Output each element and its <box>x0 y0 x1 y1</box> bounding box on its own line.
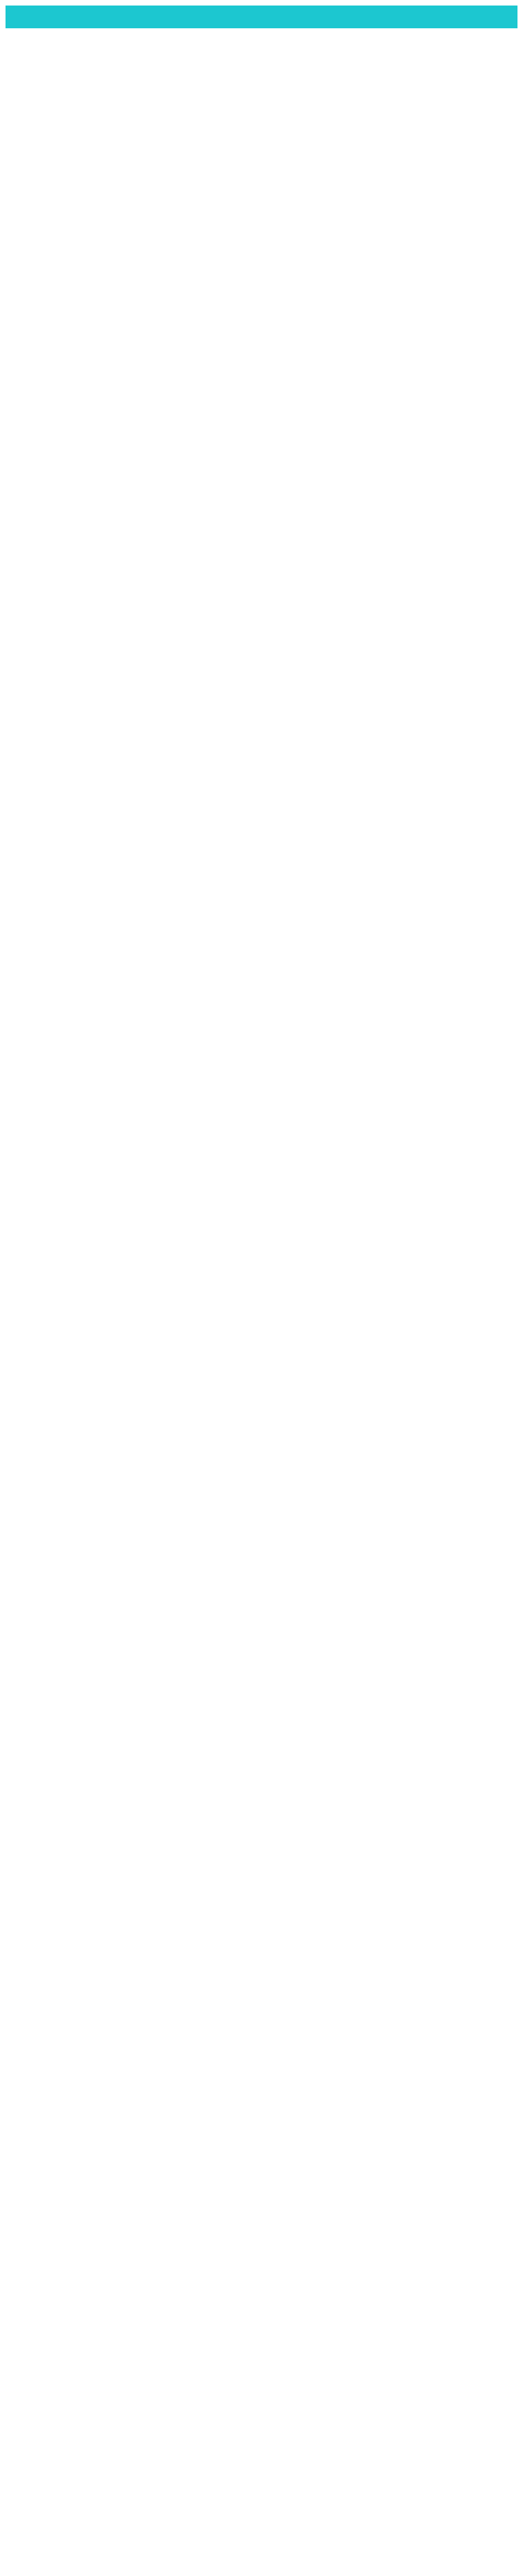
document-page <box>0 6 523 28</box>
page-title <box>6 6 517 28</box>
